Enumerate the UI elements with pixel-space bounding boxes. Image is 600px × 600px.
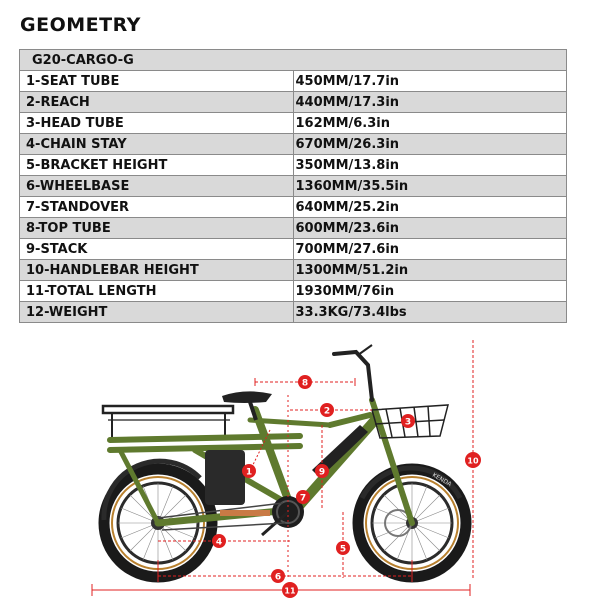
row-label: 9-STACK bbox=[20, 239, 294, 260]
svg-text:7: 7 bbox=[299, 493, 307, 504]
marker-3 bbox=[401, 414, 415, 428]
table-row bbox=[20, 113, 567, 134]
geometry-table bbox=[19, 49, 567, 323]
table-row bbox=[20, 197, 567, 218]
bike-geometry-diagram bbox=[0, 330, 600, 600]
stem bbox=[358, 345, 372, 355]
rear-battery-pack bbox=[205, 450, 245, 505]
table-row bbox=[20, 176, 567, 197]
row-value: 1360MM/35.5in bbox=[293, 176, 567, 197]
row-value: 162MM/6.3in bbox=[293, 113, 567, 134]
row-label: 11-TOTAL LENGTH bbox=[20, 281, 294, 302]
row-value: 600MM/23.6in bbox=[293, 218, 567, 239]
row-value: 700MM/27.6in bbox=[293, 239, 567, 260]
table-row bbox=[20, 92, 567, 113]
svg-text:8: 8 bbox=[301, 378, 309, 389]
svg-text:11: 11 bbox=[284, 586, 296, 596]
row-value: 450MM/17.7in bbox=[293, 71, 567, 92]
table-header-row bbox=[20, 50, 567, 71]
svg-text:2: 2 bbox=[323, 406, 331, 417]
row-label: 12-WEIGHT bbox=[20, 302, 294, 323]
svg-text:3: 3 bbox=[404, 417, 412, 428]
table-row bbox=[20, 302, 567, 323]
table-row bbox=[20, 134, 567, 155]
row-label: 3-HEAD TUBE bbox=[20, 113, 294, 134]
tire-brand-text: KENDA bbox=[431, 471, 453, 489]
page-title: GEOMETRY bbox=[20, 14, 141, 36]
marker-11 bbox=[282, 582, 298, 598]
row-label: 5-BRACKET HEIGHT bbox=[20, 155, 294, 176]
marker-6 bbox=[271, 569, 285, 583]
handlebar bbox=[334, 352, 372, 400]
row-value: 1300MM/51.2in bbox=[293, 260, 567, 281]
row-value: 33.3KG/73.4lbs bbox=[293, 302, 567, 323]
row-label: 8-TOP TUBE bbox=[20, 218, 294, 239]
svg-text:5: 5 bbox=[339, 544, 347, 555]
row-value: 440MM/17.3in bbox=[293, 92, 567, 113]
row-value: 1930MM/76in bbox=[293, 281, 567, 302]
svg-text:1: 1 bbox=[245, 467, 253, 478]
table-row bbox=[20, 260, 567, 281]
table-row bbox=[20, 71, 567, 92]
table-row bbox=[20, 281, 567, 302]
row-value: 640MM/25.2in bbox=[293, 197, 567, 218]
row-label: 10-HANDLEBAR HEIGHT bbox=[20, 260, 294, 281]
row-value: 670MM/26.3in bbox=[293, 134, 567, 155]
seatpost bbox=[250, 402, 256, 420]
marker-2 bbox=[320, 403, 334, 417]
row-label: 6-WHEELBASE bbox=[20, 176, 294, 197]
table-row bbox=[20, 239, 567, 260]
marker-10 bbox=[465, 452, 481, 468]
marker-4 bbox=[212, 534, 226, 548]
marker-1 bbox=[242, 464, 256, 478]
svg-text:6: 6 bbox=[274, 572, 282, 583]
svg-text:10: 10 bbox=[467, 456, 479, 466]
marker-8 bbox=[298, 375, 312, 389]
svg-text:4: 4 bbox=[215, 537, 223, 548]
model-name: G20-CARGO-G bbox=[20, 50, 567, 71]
row-label: 4-CHAIN STAY bbox=[20, 134, 294, 155]
seat bbox=[222, 391, 272, 403]
footboard bbox=[220, 510, 270, 516]
svg-text:9: 9 bbox=[318, 467, 326, 478]
marker-9 bbox=[315, 464, 329, 478]
marker-5 bbox=[336, 541, 350, 555]
row-label: 1-SEAT TUBE bbox=[20, 71, 294, 92]
row-label: 2-REACH bbox=[20, 92, 294, 113]
row-label: 7-STANDOVER bbox=[20, 197, 294, 218]
table-row bbox=[20, 218, 567, 239]
marker-7 bbox=[296, 490, 310, 504]
row-value: 350MM/13.8in bbox=[293, 155, 567, 176]
table-row bbox=[20, 155, 567, 176]
